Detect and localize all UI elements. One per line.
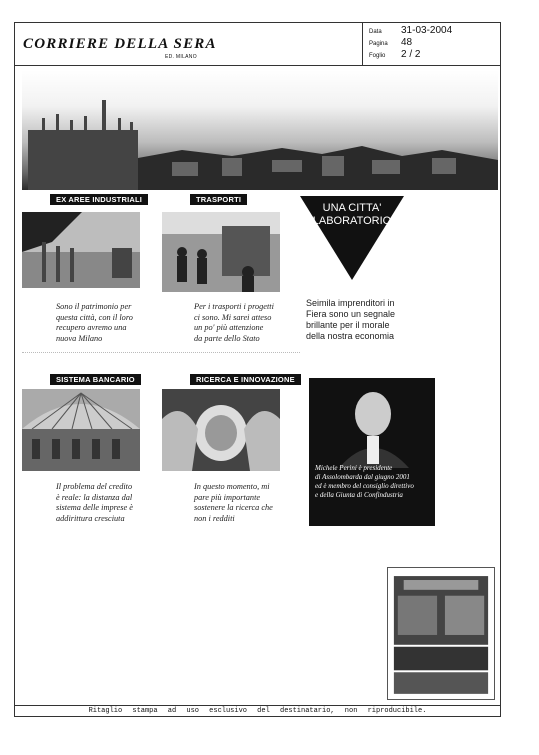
- meta-label-date: Data: [369, 29, 382, 35]
- divider: [22, 352, 300, 353]
- section-label-ricerca: RICERCA E INNOVAZIONE: [190, 374, 301, 385]
- meta-box: [362, 23, 503, 65]
- meta-value-sheet: 2 / 2: [401, 49, 421, 60]
- section-label-ex-aree: EX AREE INDUSTRIALI: [50, 194, 148, 205]
- headline-triangle: [300, 196, 404, 280]
- meta-value-date: 31-03-2004: [401, 25, 453, 36]
- milan-skyline-photo: [22, 70, 498, 190]
- photo-industrial-area: [22, 212, 140, 288]
- caption-ex-aree: Sono il patrimonio per questa città, con il loro recupero avremo una nuova Milano: [56, 302, 133, 343]
- photo-bank-dome: [22, 389, 140, 471]
- masthead: CORRIERE DELLA SERA: [23, 36, 217, 52]
- portrait-photo: [309, 378, 435, 526]
- portrait-caption: Michele Perini è presidente di Assolombarda dal giugno 2001 ed è membro del consiglio direttivo e della Giunta di Confindustria: [315, 464, 414, 499]
- edition-label: ED. MILANO: [165, 54, 197, 60]
- header-box: [14, 22, 501, 66]
- photo-metro-station: [162, 212, 280, 292]
- caption-trasporti: Per i trasporti i progetti ci sono. Mi sarei atteso un po' più attenzione da parte dello Stato: [194, 302, 274, 343]
- sidebar-text: Seimila imprenditori in Fiera sono un segnale brillante per il morale della nostra economia: [306, 298, 396, 341]
- meta-value-page: 48: [401, 37, 413, 48]
- meta-label-sheet: Foglio: [369, 53, 386, 59]
- section-label-sistema-bancario: SISTEMA BANCARIO: [50, 374, 141, 385]
- section-label-trasporti: TRASPORTI: [190, 194, 247, 205]
- headline: UNA CITTA' LABORATORIO: [312, 202, 392, 227]
- caption-ricerca: In questo momento, mi pare più importante sostenere la ricerca che non i redditi: [194, 482, 273, 523]
- photo-research-hands: [162, 389, 280, 471]
- footer-notice: Ritaglio stampa ad uso esclusivo del destinatario, non riproducibile.: [14, 705, 501, 717]
- page-thumbnail: [387, 567, 495, 700]
- caption-sistema-bancario: Il problema del credito è reale: la distanza dal sistema delle imprese è addirittura cresciuta: [56, 482, 133, 523]
- meta-label-page: Pagina: [369, 41, 388, 47]
